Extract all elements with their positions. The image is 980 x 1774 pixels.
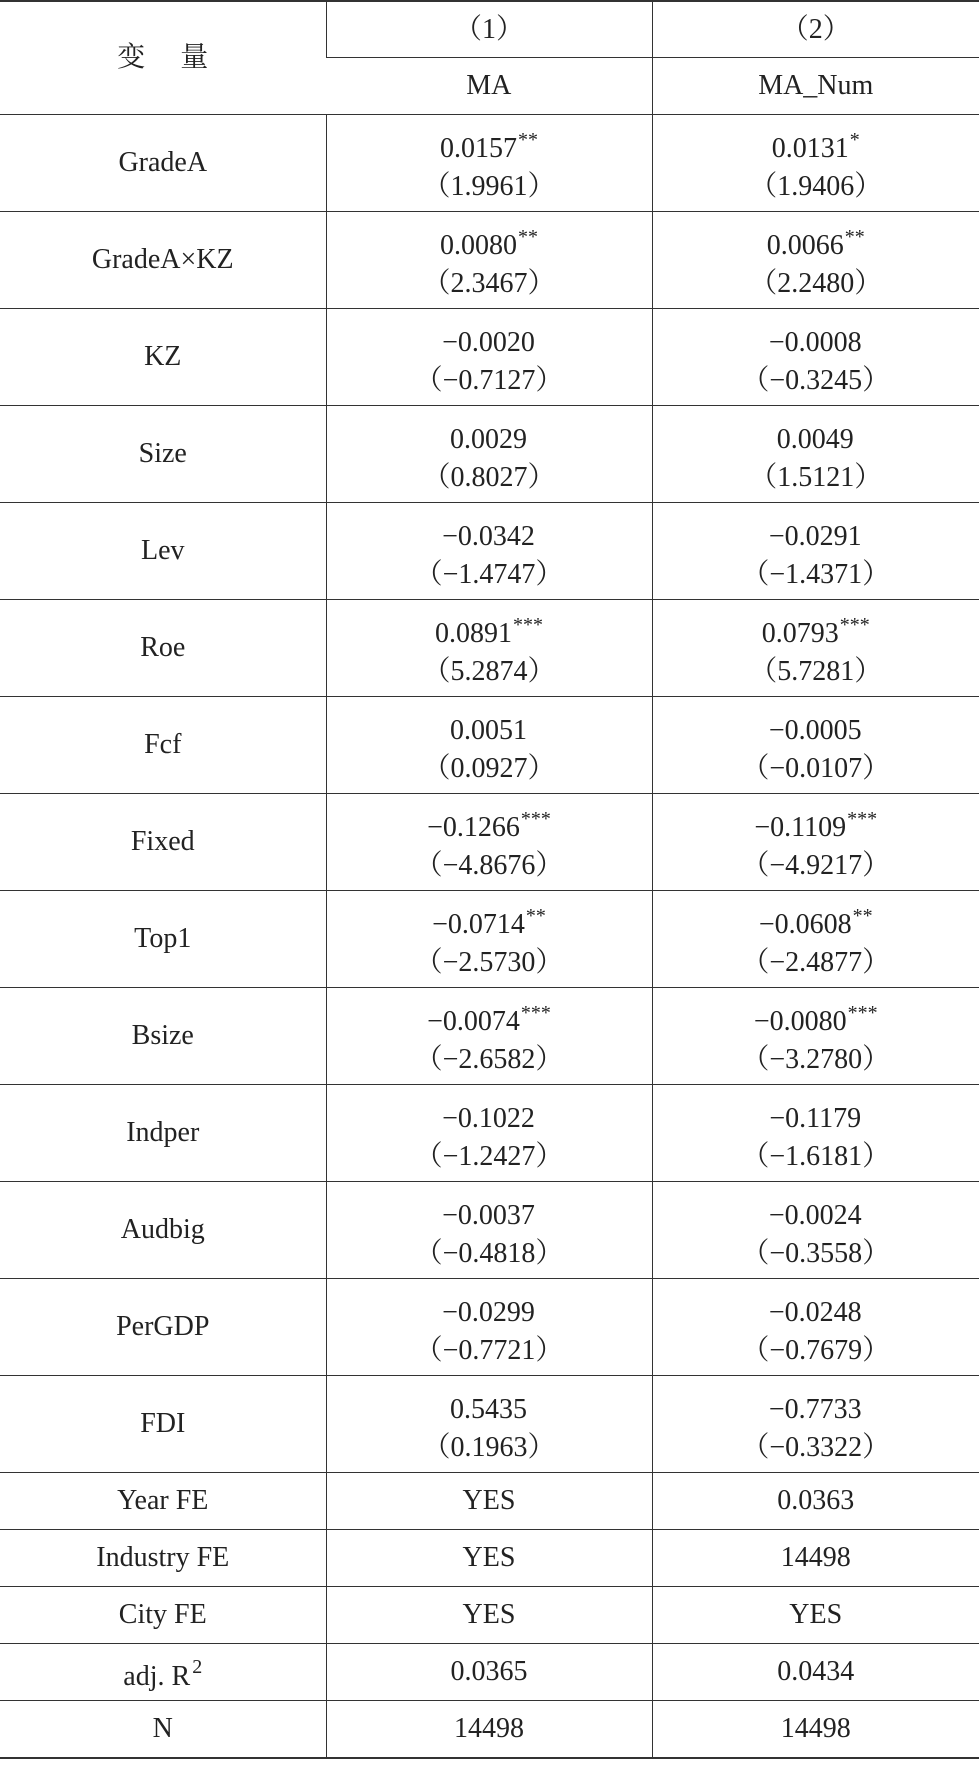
significance-stars: *** [847,1001,878,1024]
table-row [0,600,979,697]
t-statistic: （−1.4747） [414,558,564,590]
col2-cell [652,406,979,503]
coefficient: 0.0793*** [761,613,870,649]
col2-cell: YES [652,1587,979,1644]
coefficient: 0.0080** [440,225,538,261]
coefficient: −0.0024 [768,1199,862,1231]
col2-cell [652,309,979,406]
fixed-effect-row [0,1530,979,1587]
coefficient: 0.0049 [776,423,854,455]
col1-cell [326,794,652,891]
t-statistic: （−4.9217） [741,849,891,881]
coefficient: −0.0714** [432,904,546,940]
table-row [0,406,979,503]
t-statistic: （0.0927） [422,752,556,784]
coefficient: 0.0157** [440,128,538,164]
col2-cell [652,503,979,600]
col2-cell [652,1376,979,1473]
col1-cell [326,891,652,988]
coefficient: −0.0020 [442,326,535,358]
t-statistic: （−0.4818） [414,1237,564,1269]
t-statistic: （1.9961） [422,170,556,202]
n-label: N [0,1701,326,1759]
col2-cell [652,1182,979,1279]
col1-cell [326,600,652,697]
col2-cell: 14498 [652,1701,979,1759]
coefficient: 0.5435 [450,1393,527,1425]
table-row [0,503,979,600]
table-row [0,988,979,1085]
coefficient: −0.1022 [442,1102,535,1134]
t-statistic: （−0.7127） [414,364,564,396]
t-statistic: （−0.0107） [741,752,891,784]
table-row [0,309,979,406]
col2-cell [652,794,979,891]
t-statistic: （−3.2780） [741,1043,891,1075]
coefficient: 0.0066** [766,225,865,261]
t-statistic: （−4.8676） [414,849,564,881]
t-statistic: （2.3467） [422,267,556,299]
variable-name: Roe [0,600,326,697]
t-statistic: （−2.4877） [741,946,891,978]
t-statistic: （−2.6582） [414,1043,564,1075]
variable-name: GradeA [0,115,326,212]
col1-cell: YES [326,1587,652,1644]
significance-stars: *** [847,807,878,830]
coefficient: −0.0342 [442,520,535,552]
significance-stars: *** [513,613,543,636]
col1-cell [326,115,652,212]
col2-cell [652,212,979,309]
col1-cell [326,988,652,1085]
col2-cell [652,115,979,212]
table-row [0,697,979,794]
variable-name: Lev [0,503,326,600]
coefficient: −0.1179 [769,1102,862,1134]
coefficient: −0.0299 [442,1296,535,1328]
variable-name: Fixed [0,794,326,891]
t-statistic: （5.7281） [749,655,883,687]
col1-name: MA [326,58,652,115]
significance-stars: *** [520,807,551,830]
t-statistic: （0.1963） [422,1431,556,1463]
summary-label: Year FE [0,1473,326,1530]
coefficient: −0.0248 [768,1296,862,1328]
t-statistic: （−1.2427） [414,1140,564,1172]
col1-cell [326,309,652,406]
t-statistic: （−0.3322） [741,1431,891,1463]
col2-cell: 0.0434 [652,1644,979,1701]
coefficient: −0.1266*** [427,807,551,843]
col1-cell: 14498 [326,1701,652,1759]
variable-header [0,1,326,115]
t-statistic: （5.2874） [422,655,556,687]
variable-name: Top1 [0,891,326,988]
summary-label: City FE [0,1587,326,1644]
significance-stars: ** [518,225,538,248]
coefficient: −0.0008 [768,326,862,358]
significance-stars: *** [839,613,870,636]
coefficient: −0.0005 [768,714,862,746]
table-row [0,794,979,891]
adj-r2-row [0,1644,979,1701]
coefficient: −0.1109*** [754,807,878,843]
col1-cell [326,697,652,794]
n-row [0,1701,979,1759]
variable-header-text: 变 量 [117,42,223,73]
t-statistic: （−1.4371） [741,558,891,590]
coefficient: 0.0029 [450,423,527,455]
col2-cell [652,891,979,988]
coefficient: 0.0051 [450,714,527,746]
significance-stars: *** [520,1001,551,1024]
coefficient: −0.0291 [768,520,862,552]
col1-cell [326,1376,652,1473]
t-statistic: （−2.5730） [414,946,564,978]
t-statistic: （−0.3558） [741,1237,891,1269]
col2-cell: 14498 [652,1530,979,1587]
superscript: 2 [192,1656,203,1678]
table-row [0,1376,979,1473]
coefficient: −0.0080*** [753,1001,878,1037]
col2-cell [652,600,979,697]
col1-number: （1） [326,1,652,58]
col1-cell [326,503,652,600]
variable-name: Fcf [0,697,326,794]
col2-cell [652,697,979,794]
col1-cell [326,212,652,309]
col1-cell [326,1279,652,1376]
significance-stars: ** [852,904,873,927]
t-statistic: （−1.6181） [741,1140,891,1172]
variable-name: Bsize [0,988,326,1085]
col2-cell [652,1085,979,1182]
table-row [0,1182,979,1279]
table-row [0,891,979,988]
t-statistic: （1.5121） [749,461,883,493]
coefficient: −0.0037 [442,1199,535,1231]
significance-stars: ** [525,904,546,927]
col1-cell: YES [326,1473,652,1530]
col1-cell [326,406,652,503]
fixed-effect-row [0,1587,979,1644]
table-row [0,1279,979,1376]
col2-cell: 0.0363 [652,1473,979,1530]
variable-name: Indper [0,1085,326,1182]
variable-name: KZ [0,309,326,406]
adj-r2-label: adj. R $^2$ [0,1644,326,1701]
coefficient: −0.7733 [768,1393,862,1425]
variable-name: Audbig [0,1182,326,1279]
t-statistic: （−0.7721） [414,1334,564,1366]
t-statistic: （−0.3245） [741,364,891,396]
summary-label: Industry FE [0,1530,326,1587]
coefficient: −0.0608** [758,904,873,940]
col1-cell: YES [326,1530,652,1587]
significance-stars: ** [518,128,538,151]
t-statistic: （2.2480） [749,267,883,299]
col2-name: MA_Num [652,58,979,115]
col1-cell: 0.0365 [326,1644,652,1701]
table-row [0,115,979,212]
col1-cell [326,1085,652,1182]
header-row-1 [0,1,979,58]
variable-name: FDI [0,1376,326,1473]
table-row [0,212,979,309]
significance-stars: ** [844,225,865,248]
coefficient: −0.0074*** [427,1001,551,1037]
fixed-effect-row [0,1473,979,1530]
t-statistic: （0.8027） [422,461,556,493]
t-statistic: （−0.7679） [741,1334,891,1366]
col2-cell [652,1279,979,1376]
col2-cell [652,988,979,1085]
significance-stars: * [849,128,860,151]
variable-name: PerGDP [0,1279,326,1376]
table-row [0,1085,979,1182]
coefficient: 0.0891*** [435,613,543,649]
variable-name: GradeA×KZ [0,212,326,309]
t-statistic: （1.9406） [749,170,883,202]
col1-cell [326,1182,652,1279]
coefficient: 0.0131* [771,128,860,164]
variable-name: Size [0,406,326,503]
col2-number: （2） [652,1,979,58]
